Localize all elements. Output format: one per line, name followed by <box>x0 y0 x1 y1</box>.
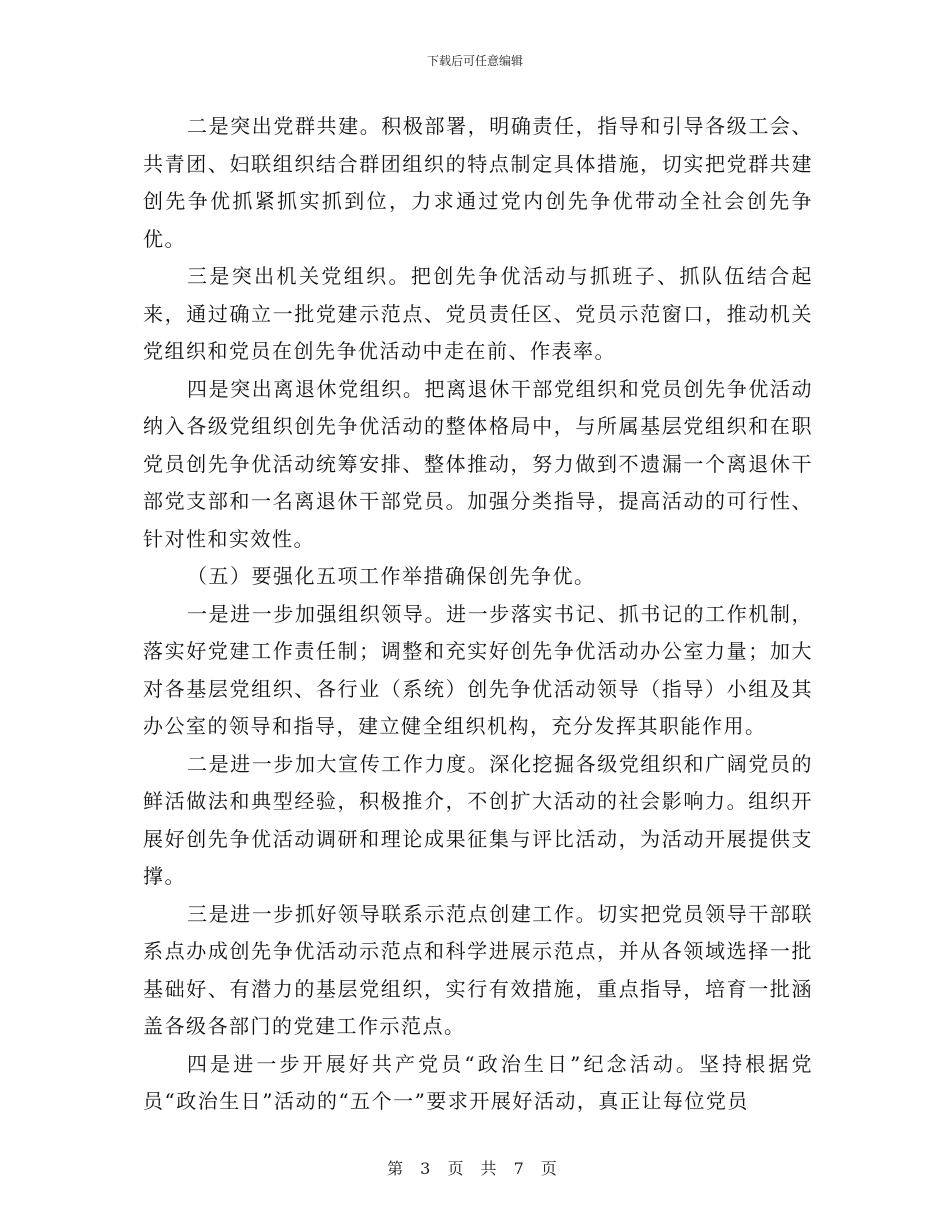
paragraph: 三是突出机关党组织。把创先争优活动与抓班子、抓队伍结合起来，通过确立一批党建示范点、党员责任区、党员示范窗口，推动机关党组织和党员在创先争优活动中走在前、作表率。 <box>143 264 813 363</box>
paragraph: 一是进一步加强组织领导。进一步落实书记、抓书记的工作机制，落实好党建工作责任制；调整和充实好创先争优活动办公室力量；加大对各基层党组织、各行业（系统）创先争优活动领导（指导）小组及其办公室的领导和指导，建立健全组织机构，充分发挥其职能作用。 <box>143 601 813 738</box>
page-header-note: 下载后可任意编辑 <box>426 54 523 68</box>
paragraph: 二是突出党群共建。积极部署，明确责任，指导和引导各级工会、共青团、妇联组织结合群团组织的特点制定具体措施，切实把党群共建创先争优抓紧抓实抓到位，力求通过党内创先争优带动全社会创先争优。 <box>143 114 813 251</box>
paragraph: 四是进一步开展好共产党员“政治生日”纪念活动。坚持根据党员“政治生日”活动的“五个一”要求开展好活动，真正让每位党员 <box>143 1051 813 1113</box>
document-body <box>143 108 813 1121</box>
section-heading: （五）要强化五项工作举措确保创先争优。 <box>187 564 596 588</box>
paragraph: 四是突出离退休党组织。把离退休干部党组织和党员创先争优活动纳入各级党组织创先争优活动的整体格局中，与所属基层党组织和在职党员创先争优活动统筹安排、整体推动，努力做到不遗漏一个离退休干部党支部和一名离退休干部党员。加强分类指导，提高活动的可行性、针对性和实效性。 <box>143 376 813 551</box>
paragraph: 三是进一步抓好领导联系示范点创建工作。切实把党员领导干部联系点办成创先争优活动示范点和科学进展示范点，并从各领域选择一批基础好、有潜力的基层党组织，实行有效措施，重点指导，培育一批涵盖各级各部门的党建工作示范点。 <box>143 901 813 1038</box>
paragraph: 二是进一步加大宣传工作力度。深化挖掘各级党组织和广阔党员的鲜活做法和典型经验，积极推介，不创扩大活动的社会影响力。组织开展好创先争优活动调研和理论成果征集与评比活动，为活动开展提供支撑。 <box>143 751 813 888</box>
page-number-footer: 第 3 页 共 7 页 <box>387 1159 563 1178</box>
